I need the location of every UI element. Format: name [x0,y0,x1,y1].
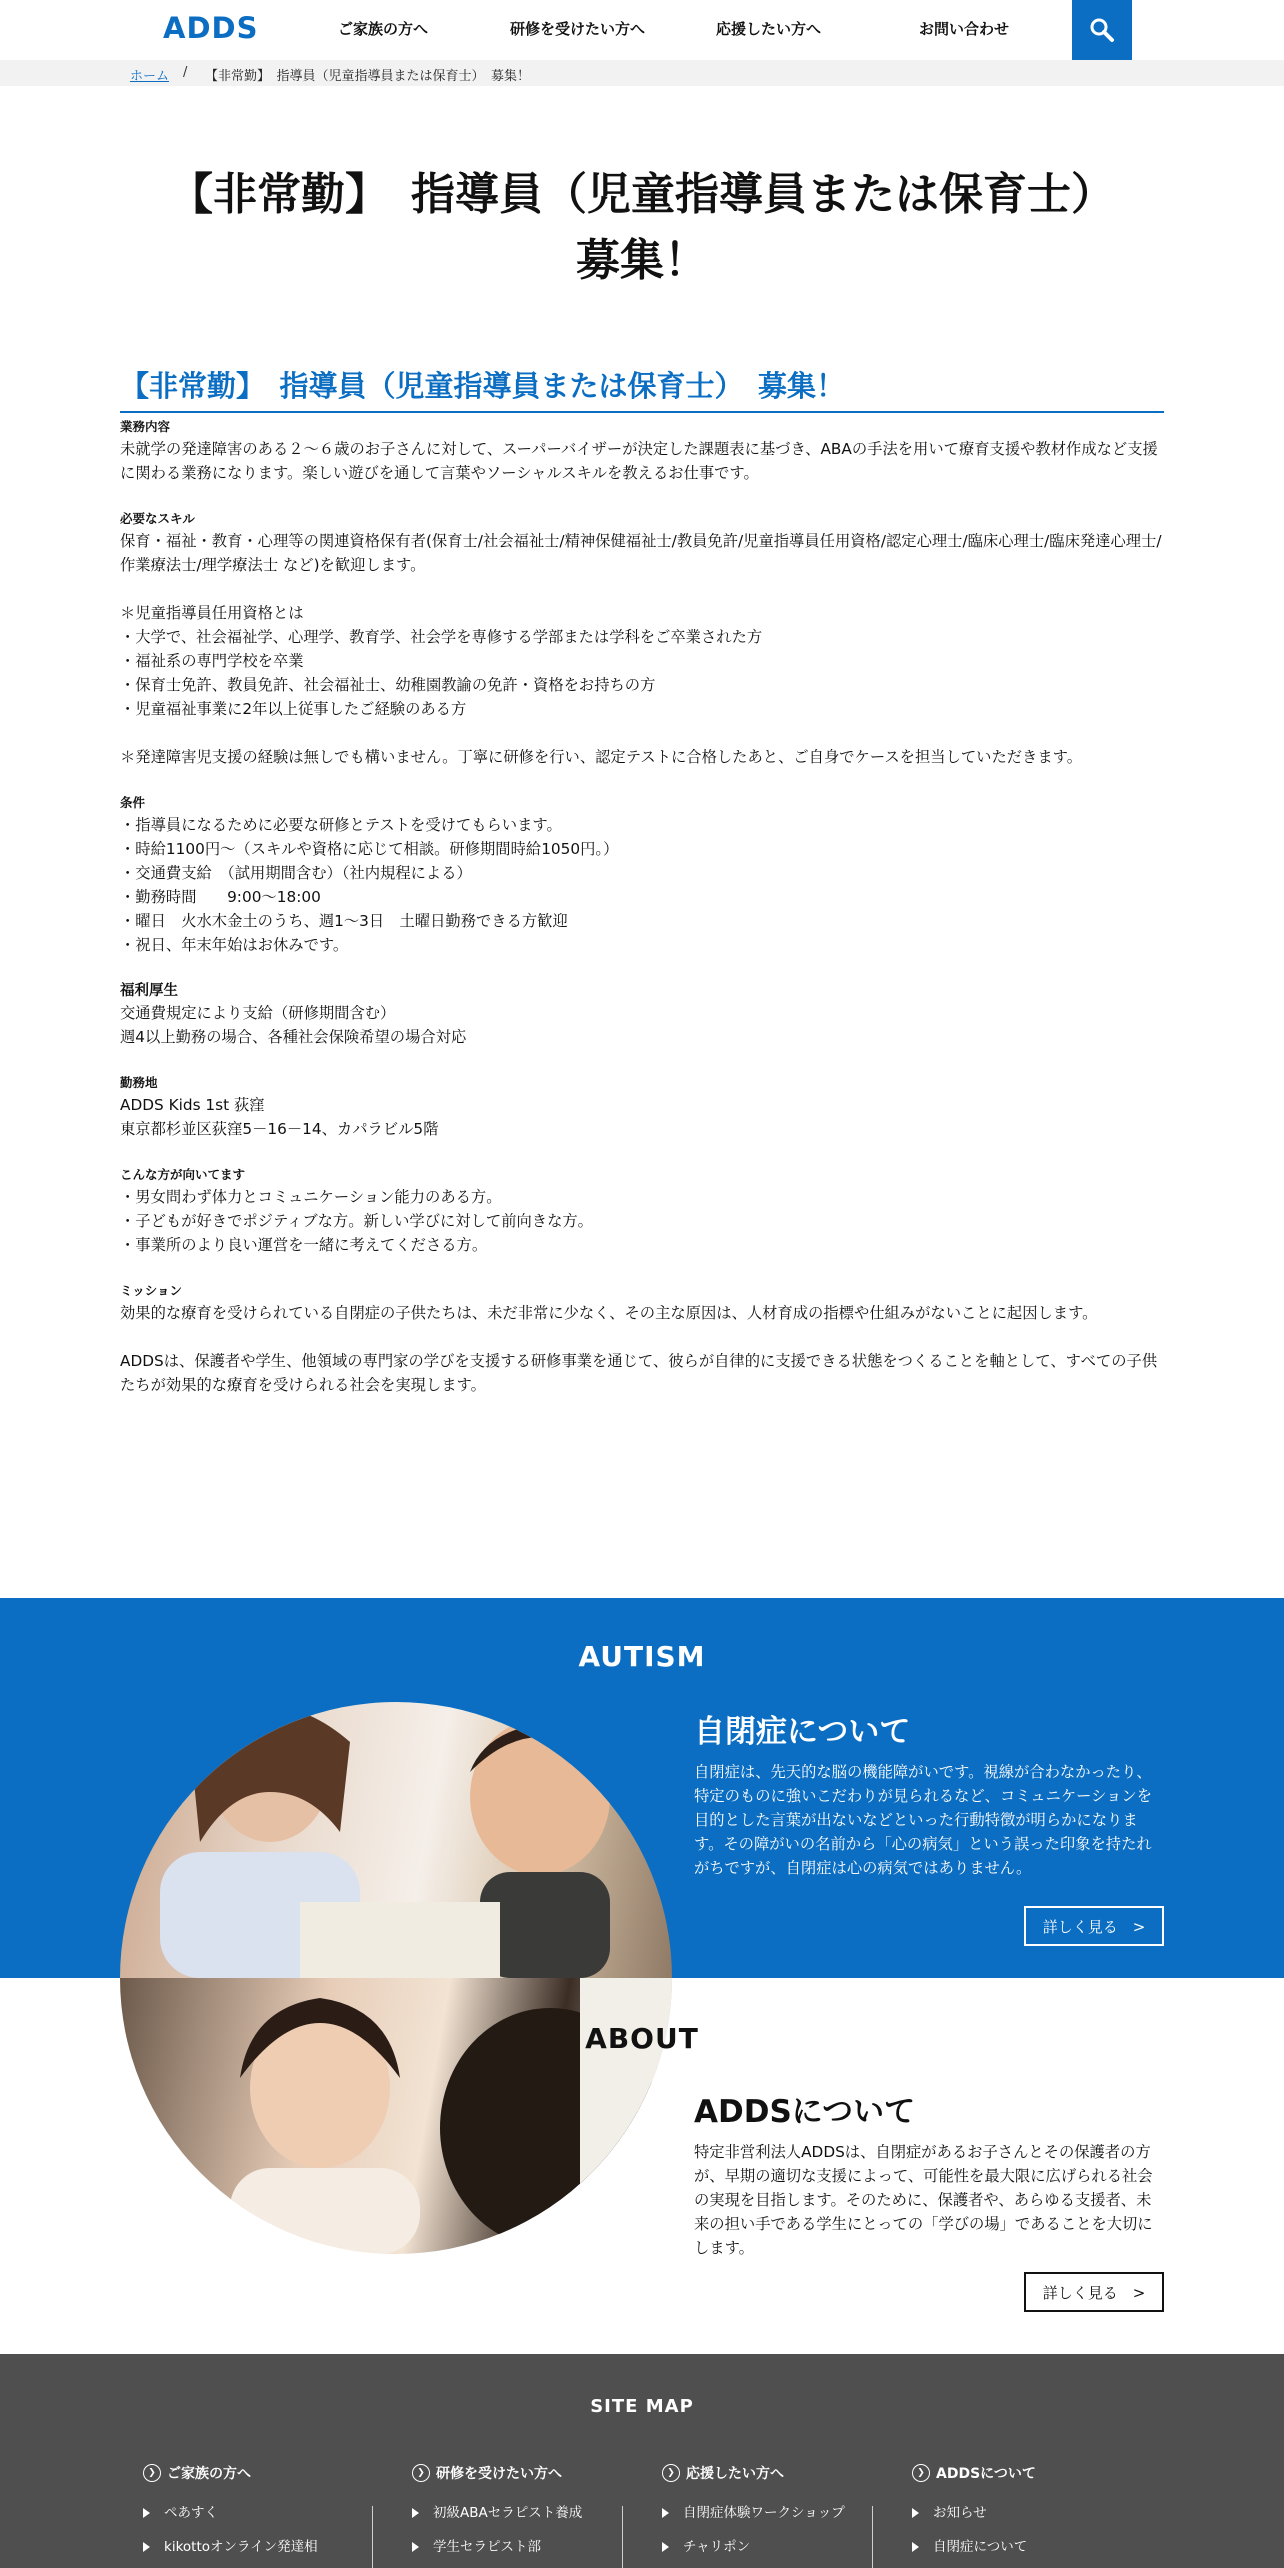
autism-text: 自閉症は、先天的な脳の機能障がいです。視線が合わなかったり、特定のものに強いこだわりが見られるなど、コミュニケーションを目的とした言葉が出ないなどといった行動特徴が明らかになります。その障がいの名前から「心の病気」という誤った印象を持たれがちですが、自閉症は心の病気ではありません。 [694,1763,1152,1877]
page-title-line1: 【非常勤】 指導員（児童指導員または保育士） [169,169,1115,220]
footer-column-head[interactable] [143,2462,318,2484]
footer-link-label: チャリポン [683,2539,751,2555]
footer-head-label: 応援したい方へ [686,2466,784,2482]
page-title-line2: 募集！ [576,235,708,286]
mission-text: 効果的な療育を受けられている自閉症の子供たちは、未だ非常に少なく、その主な原因は、人材育成の指標や仕組みがないことに起因します。 [120,1304,1098,1322]
qual-item: ・福祉系の専門学校を卒業 [120,652,304,670]
footer-divider [622,2506,623,2568]
page-title [110,162,1174,294]
chevron-right-circle-icon: ❯ [143,2464,161,2482]
logo-text: ADDS [163,11,259,45]
job-text: 未就学の発達障害のある２～６歳のお子さんに対して、スーパーバイザーが決定した課題表に基づき、ABAの手法を用いて療育支援や教材作成など支援に関わる業務になります。楽しい遊びを通して言葉やソーシャルスキルを教えるお仕事です。 [120,440,1158,482]
footer-link-label: 自閉症体験ワークショップ [683,2505,845,2521]
condition-item: ・指導員になるために必要な研修とテストを受けてもらいます。 [120,816,562,834]
footer-divider [872,2506,873,2568]
nav-support[interactable]: 応援したい方へ [716,20,822,38]
autism-photo-illustration [120,1702,672,1978]
footer-head-label: ADDSについて [936,2466,1036,2482]
footer-link[interactable] [662,2536,845,2568]
about-title: ADDSについて [694,2094,916,2130]
footer-column-head[interactable] [912,2462,1036,2484]
footer-link[interactable] [912,2502,1036,2536]
triangle-right-icon [912,2542,919,2552]
condition-item: ・祝日、年末年始はお休みです。 [120,936,349,954]
suited-item: ・子どもが好きでポジティブな方。新しい学びに対して前向きな方。 [120,1212,593,1230]
location-label: 勤務地 [120,1075,158,1090]
condition-item: ・時給1100円～（スキルや資格に応じて相談。研修期間時給1050円。） [120,840,619,858]
footer-column-support [662,2462,845,2568]
photo-circle [120,1702,672,2254]
footer-link-label: 自閉症について [933,2539,1028,2555]
about-more-button[interactable]: 詳しく見る > [1024,2272,1164,2312]
footer-link[interactable] [143,2502,318,2536]
condition-item: ・曜日 火水木金土のうち、週1～3日 土曜日勤務できる方歓迎 [120,912,568,930]
search-icon [1089,17,1115,43]
welfare-item: 交通費規定により支給（研修期間含む） [120,1004,396,1022]
footer-head-label: ご家族の方へ [167,2466,251,2482]
about-text: 特定非営利法人ADDSは、自閉症があるお子さんとその保護者の方が、早期の適切な支援によって、可能性を最大限に広げられる社会の実現を目指します。そのために、保護者や、あらゆる支援者、未来の担い手である学生にとっての「学びの場」であることを大切にします。 [694,2143,1153,2257]
footer-column-head[interactable] [662,2462,845,2484]
footer-link[interactable] [143,2536,318,2568]
condition-item: ・交通費支給 （試用期間含む）（社内規程による） [120,864,472,882]
location-item: 東京都杉並区荻窪5－16－14、カパラビル5階 [120,1120,439,1138]
suited-item: ・事業所のより良い運営を一緒に考えてくださる方。 [120,1236,488,1254]
mission-label: ミッション [120,1283,183,1298]
nav-contact[interactable]: お問い合わせ [919,20,1010,38]
qual-item: ・保育士免許、教員免許、社会福祉士、幼稚園教諭の免許・資格をお持ちの方 [120,676,656,694]
autism-title: 自閉症について [694,1714,911,1750]
nav-families[interactable]: ご家族の方へ [338,20,429,38]
triangle-right-icon [912,2508,919,2518]
footer-column-about [912,2462,1036,2568]
search-button[interactable] [1072,0,1132,60]
footer-link[interactable] [912,2536,1036,2568]
condition-item: ・勤務時間 9:00～18:00 [120,888,321,906]
triangle-right-icon [412,2508,419,2518]
about-label: ABOUT [585,2022,699,2055]
about-photo [120,1978,672,2254]
breadcrumb-home-link[interactable]: ホーム [130,69,170,84]
chevron-right-circle-icon: ❯ [412,2464,430,2482]
autism-more-button[interactable]: 詳しく見る > [1024,1906,1164,1946]
footer-link[interactable] [662,2502,845,2536]
qual-item: ・大学で、社会福祉学、心理学、教育学、社会学を専修する学部または学科をご卒業された方 [120,628,763,646]
footer-link-label: kikottoオンライン発達相 [164,2539,318,2555]
footer-link-label: 初級ABAセラピスト養成 [433,2505,583,2521]
footer-divider [372,2506,373,2568]
autism-photo [120,1702,672,1978]
footer-link-label: お知らせ [933,2505,987,2521]
job-label: 業務内容 [120,419,171,434]
skills-label: 必要なスキル [120,511,195,526]
triangle-right-icon [143,2542,150,2552]
nav-training[interactable]: 研修を受けたい方へ [510,20,646,38]
footer-column-head[interactable] [412,2462,582,2484]
triangle-right-icon [662,2542,669,2552]
autism-label: AUTISM [578,1640,706,1673]
welfare-label: 福利厚生 [120,983,178,999]
breadcrumb-separator: / [183,65,188,80]
footer-column-training [412,2462,582,2568]
suited-item: ・男女問わず体力とコミュニケーション能力のある方。 [120,1188,502,1206]
logo[interactable] [163,12,258,44]
triangle-right-icon [662,2508,669,2518]
site-header [0,0,1284,60]
about-photo-illustration [120,1978,672,2254]
job-description [120,417,1164,1397]
adds-text: ADDSは、保護者や学生、他領域の専門家の学びを支援する研修事業を通じて、彼らが自律的に支援できる状態をつくることを軸として、すべての子供たちが効果的な療育を受けられる社会を実現します。 [120,1352,1158,1394]
qual-title: ＊児童指導員任用資格とは [120,604,304,622]
breadcrumb [0,60,1284,86]
footer-link[interactable] [412,2502,582,2536]
chevron-right-circle-icon: ❯ [912,2464,930,2482]
triangle-right-icon [412,2542,419,2552]
breadcrumb-current: 【非常勤】 指導員（児童指導員または保育士） 募集！ [205,69,531,84]
footer-head-label: 研修を受けたい方へ [436,2466,562,2482]
skills-text: 保育・福祉・教育・心理等の関連資格保有者(保育士/社会福祉士/精神保健福祉士/教員免許/児童指導員任用資格/認定心理士/臨床心理士/臨床発達心理士/作業療法士/理学療法士 など)を歓迎します。 [120,532,1162,574]
sitemap-title: SITE MAP [590,2396,694,2417]
footer-link[interactable] [412,2536,582,2568]
triangle-right-icon [143,2508,150,2518]
footer-column-families [143,2462,318,2568]
experience-note: ＊発達障害児支援の経験は無しでも構いません。丁寧に研修を行い、認定テストに合格したあと、ご自身でケースを担当していただきます。 [120,748,1083,766]
suited-label: こんな方が向いてます [120,1167,246,1182]
chevron-right-circle-icon: ❯ [662,2464,680,2482]
footer-link-label: 学生セラピスト部 [433,2539,541,2555]
qual-item: ・児童福祉事業に2年以上従事したご経験のある方 [120,700,467,718]
conditions-label: 条件 [120,795,146,810]
section-heading: 【非常勤】 指導員（児童指導員または保育士） 募集！ [120,364,1164,413]
footer-link-label: ペあすく [164,2505,218,2521]
location-item: ADDS Kids 1st 荻窪 [120,1096,265,1114]
welfare-item: 週4以上勤務の場合、各種社会保険希望の場合対応 [120,1028,467,1046]
